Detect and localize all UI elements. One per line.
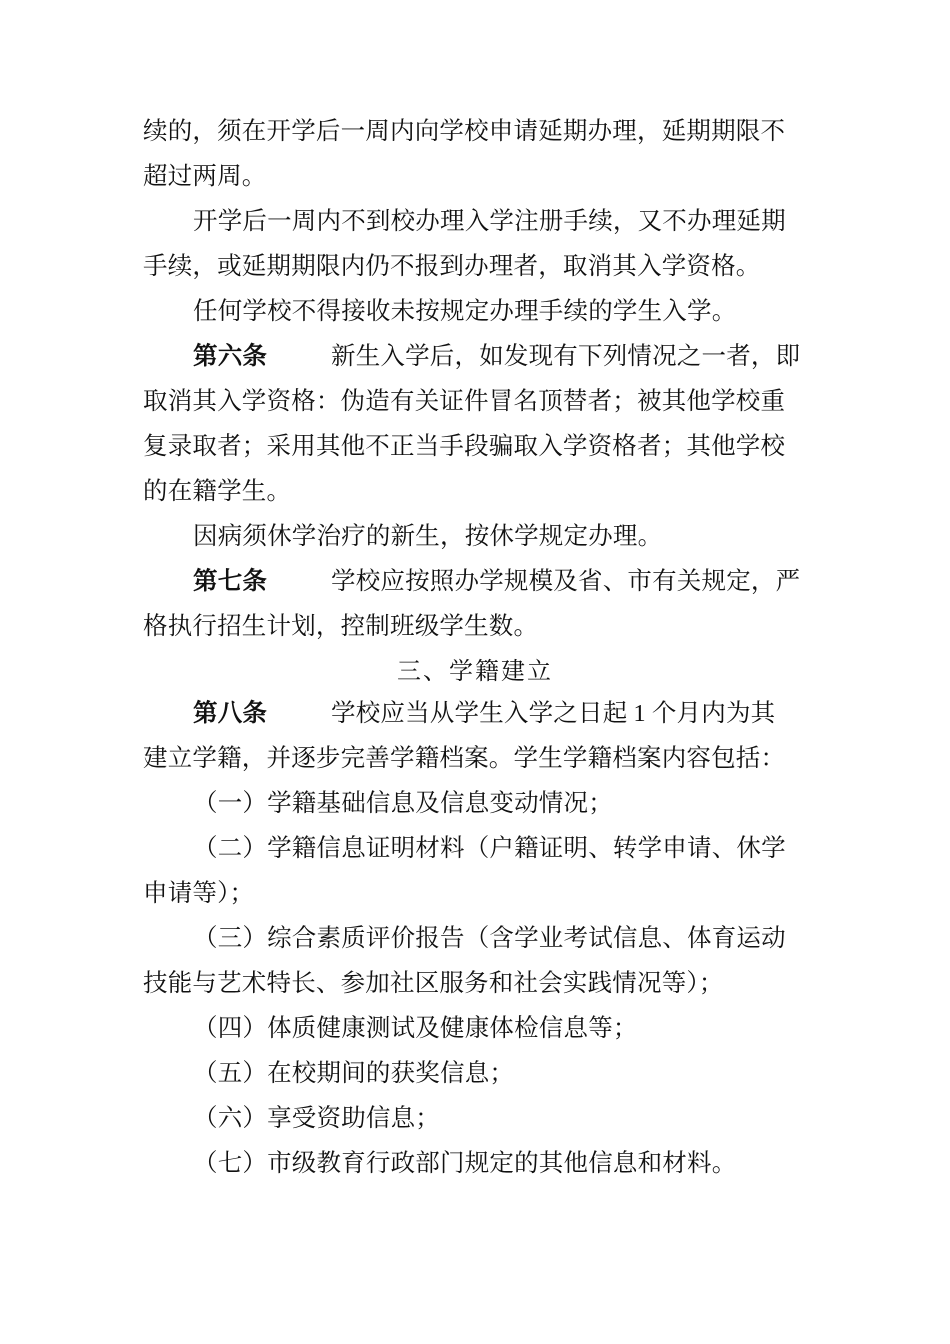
- paragraph-line: 的在籍学生。: [143, 476, 292, 505]
- list-item-continuation: 申请等）；: [143, 878, 255, 907]
- article-six-text: 新生入学后，如发现有下列情况之一者，即: [331, 341, 801, 370]
- paragraph-line: 开学后一周内不到校办理入学注册手续，又不办理延期: [193, 206, 786, 235]
- article-seven-label: 第七条: [193, 566, 268, 595]
- paragraph-line: 超过两周。: [143, 161, 267, 190]
- paragraph-line: 续的，须在开学后一周内向学校申请延期办理，延期期限不: [143, 116, 786, 145]
- list-item-continuation: 技能与艺术特长、参加社区服务和社会实践情况等）；: [143, 968, 724, 997]
- article-eight-label: 第八条: [193, 698, 268, 727]
- paragraph-line: 手续，或延期期限内仍不报到办理者，取消其入学资格。: [143, 251, 761, 280]
- article-six-label: 第六条: [193, 341, 268, 370]
- paragraph-line: 取消其入学资格：伪造有关证件冒名顶替者；被其他学校重: [143, 386, 786, 415]
- paragraph-line: 复录取者；采用其他不正当手段骗取入学资格者；其他学校: [143, 431, 786, 460]
- list-item: （三）综合素质评价报告（含学业考试信息、体育运动: [193, 923, 786, 952]
- list-item: （二）学籍信息证明材料（户籍证明、转学申请、休学: [193, 833, 786, 862]
- list-item: （四）体质健康测试及健康体检信息等；: [193, 1013, 638, 1042]
- list-item: （六）享受资助信息；: [193, 1103, 440, 1132]
- article-six-line: [193, 341, 863, 371]
- article-seven-text: 学校应按照办学规模及省、市有关规定，严: [331, 566, 801, 595]
- paragraph-line: 建立学籍，并逐步完善学籍档案。学生学籍档案内容包括：: [143, 743, 786, 772]
- list-item: （一）学籍基础信息及信息变动情况；: [193, 788, 613, 817]
- paragraph-line: 因病须休学治疗的新生，按休学规定办理。: [193, 521, 663, 550]
- article-eight-text-post: 个月内为其: [651, 698, 776, 727]
- paragraph-line: 格执行招生计划，控制班级学生数。: [143, 611, 539, 640]
- article-eight-text-pre: 学校应当从学生入学之日起: [331, 698, 628, 727]
- article-eight-line: [193, 698, 863, 729]
- paragraph-line: 任何学校不得接收未按规定办理手续的学生入学。: [193, 296, 737, 325]
- list-item: （七）市级教育行政部门规定的其他信息和材料。: [193, 1148, 737, 1177]
- article-eight-number: 1: [633, 700, 646, 727]
- list-item: （五）在校期间的获奖信息；: [193, 1058, 515, 1087]
- section-heading: 三、学籍建立: [397, 657, 553, 685]
- article-seven-line: [193, 566, 863, 596]
